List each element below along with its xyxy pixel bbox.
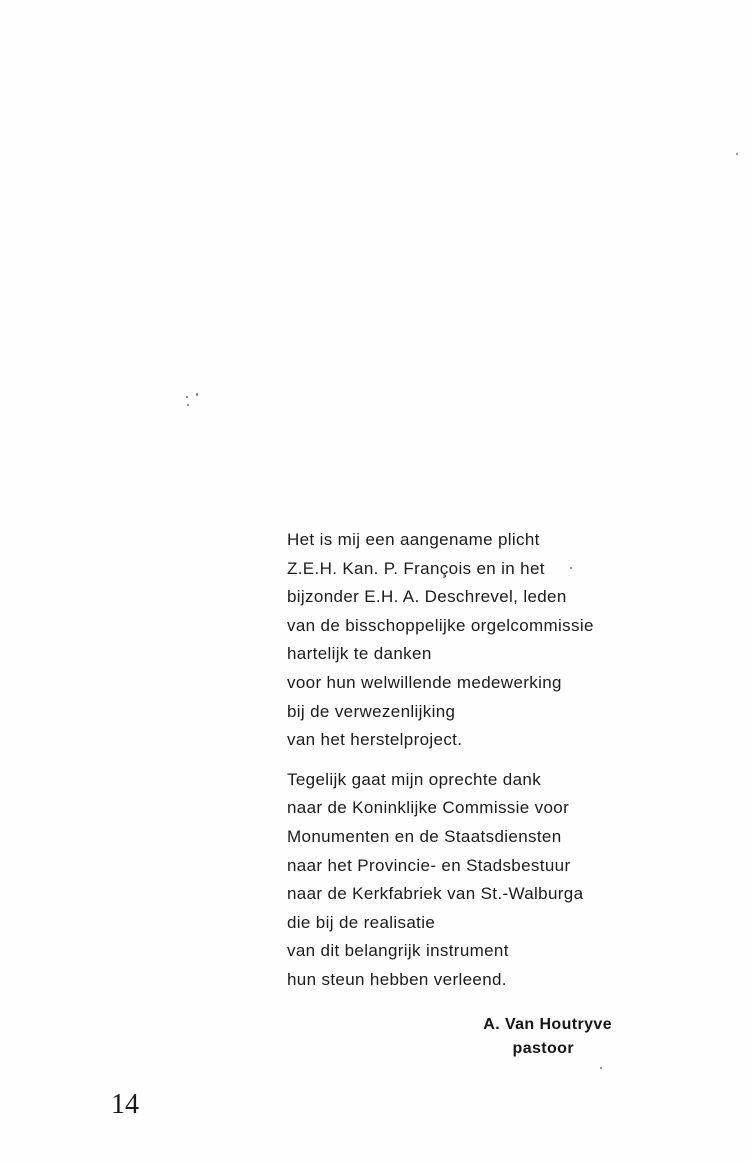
text-line: die bij de realisatie	[287, 912, 436, 932]
text-line: bijzonder E.H. A. Deschrevel, leden	[287, 587, 567, 607]
signatory-name: A. Van Houtryve	[483, 1016, 612, 1033]
text-line: Tegelijk gaat mijn oprechte dank	[287, 769, 542, 789]
paragraph-thanks-authorities	[287, 766, 647, 995]
signatory-title: pastoor	[512, 1040, 574, 1057]
page-number: 14	[111, 1089, 139, 1120]
text-line: Monumenten en de Staatsdiensten	[287, 826, 562, 846]
text-line: voor hun welwillende medewerking	[287, 672, 562, 692]
paper-speck	[196, 393, 198, 396]
text-line: hartelijk te danken	[287, 644, 432, 664]
text-line: hun steun hebben verleend.	[287, 969, 507, 989]
paper-speck	[600, 1067, 602, 1069]
signature-block	[440, 1013, 612, 1061]
paper-speck	[570, 567, 572, 569]
text-line: naar de Koninklijke Commissie voor	[287, 798, 570, 818]
text-line: van de bisschoppelijke orgelcommissie	[287, 615, 594, 635]
paper-speck	[736, 153, 738, 155]
text-line: van het herstelproject.	[287, 730, 463, 750]
text-line: naar het Provincie- en Stadsbestuur	[287, 855, 571, 875]
paper-speck	[186, 396, 188, 398]
paragraph-thanks-commission	[287, 526, 647, 755]
text-line: Het is mij een aangename plicht	[287, 530, 540, 549]
paper-speck	[187, 404, 189, 406]
text-line: bij de verwezenlijking	[287, 701, 456, 721]
text-line: Z.E.H. Kan. P. François en in het	[287, 558, 545, 578]
text-line: naar de Kerkfabriek van St.-Walburga	[287, 884, 584, 904]
acknowledgement-text	[287, 526, 647, 995]
text-line: van dit belangrijk instrument	[287, 941, 509, 961]
